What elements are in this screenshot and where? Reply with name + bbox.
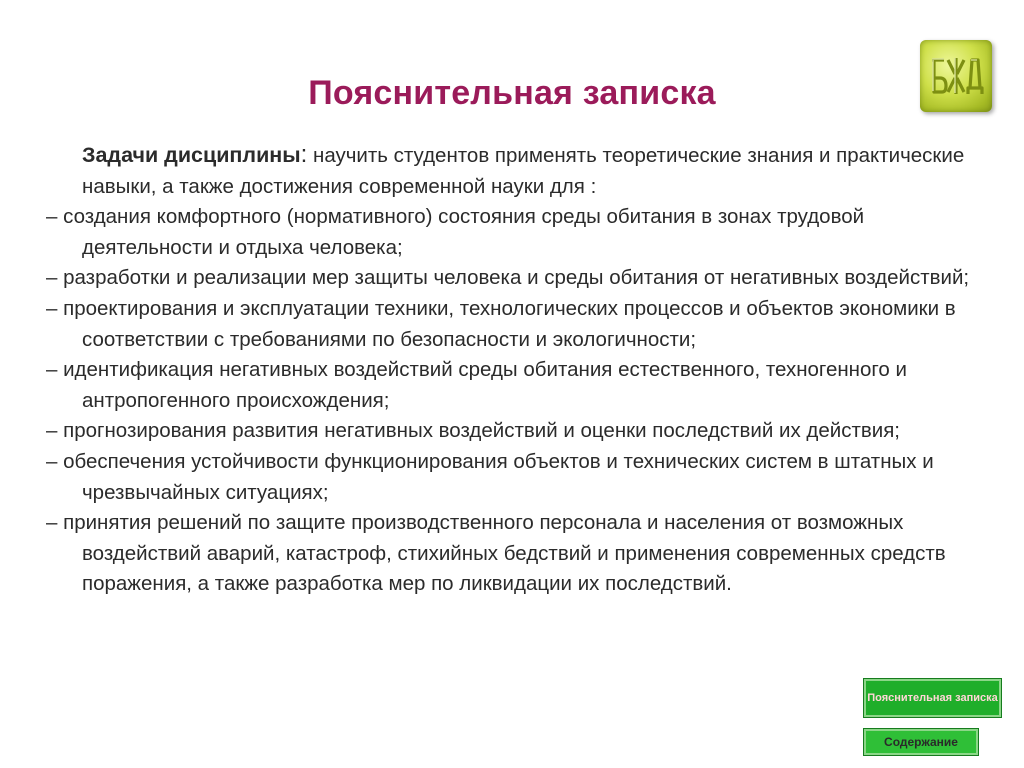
nav-explanatory-note-label: Пояснительная записка <box>867 691 998 704</box>
intro-text: научить студентов применять теоретические знания и практические навыки, а также достижения современной науки для : <box>82 144 965 198</box>
list-item: – разработки и реализации мер защиты человека и среды обитания от негативных воздействий; <box>46 266 970 290</box>
explanatory-note-text <box>46 140 996 600</box>
list-item: – прогнозирования развития негативных воздействий и оценки последствий их действия; <box>46 419 900 443</box>
list-item: – идентификация негативных воздействий среды обитания естественного, техногенного и антропогенного происхождения; <box>46 358 907 412</box>
nav-contents-label: Содержание <box>884 735 958 749</box>
nav-explanatory-note-button[interactable] <box>864 679 1001 717</box>
intro-colon: : <box>300 141 308 168</box>
list-item: – создания комфортного (нормативного) состояния среды обитания в зонах трудовой деятельности и отдыха человека; <box>46 205 865 259</box>
page-title: Пояснительная записка <box>308 74 716 112</box>
nav-contents-button[interactable] <box>864 729 978 755</box>
list-item: – принятия решений по защите производственного персонала и населения от возможных воздействий аварий, катастроф, стихийных бедствий и применения современных средств поражения, а также разработка мер по ликвидации их последствий. <box>46 511 946 596</box>
list-item: – обеспечения устойчивости функционирования объектов и технических систем в штатных и чрезвычайных ситуациях; <box>46 449 934 504</box>
list-item: – проектирования и эксплуатации техники, технологических процессов и объектов экономики в соответствии с требованиями по безопасности и экологичности; <box>46 296 956 351</box>
intro-paragraph <box>46 140 996 202</box>
intro-label: Задачи дисциплины <box>82 143 301 167</box>
